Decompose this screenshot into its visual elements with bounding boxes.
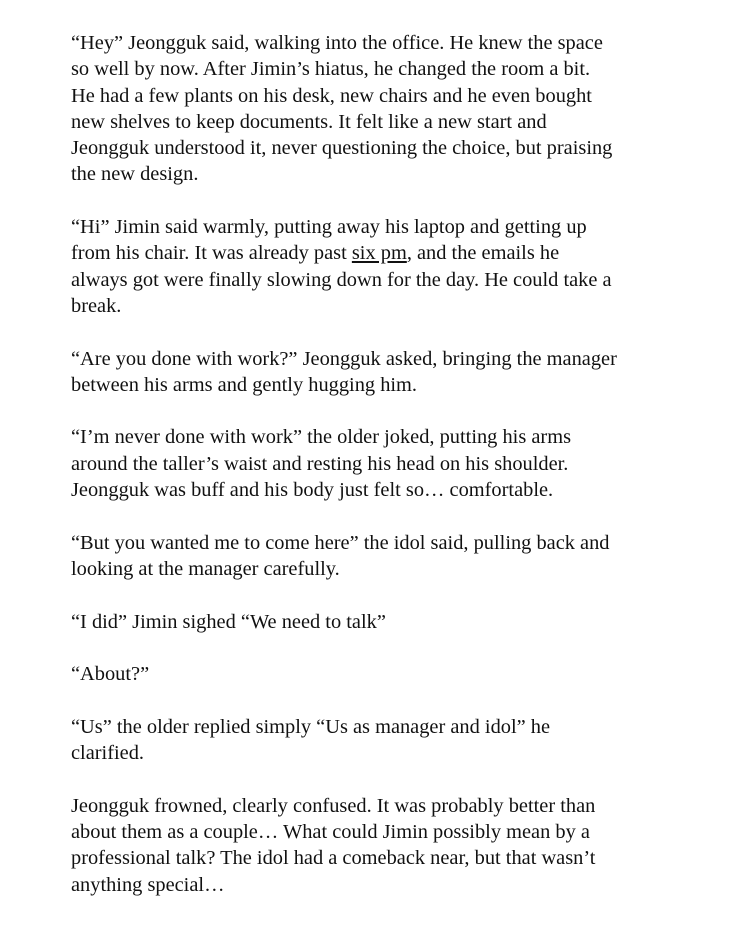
text-line: Jeongguk understood it, never questioning the choice, but praising	[71, 137, 613, 160]
text-line: He had a few plants on his desk, new chairs and he even bought	[71, 84, 592, 107]
text-line: professional talk? The idol had a comeback near, but that wasn’t	[71, 847, 596, 870]
paragraph-1	[71, 30, 711, 188]
text-line: “Are you done with work?” Jeongguk asked, bringing the manager	[71, 347, 617, 370]
paragraph-5	[71, 530, 711, 583]
text-line	[71, 240, 711, 266]
text-line: “Hey” Jeongguk said, walking into the office. He knew the space	[71, 32, 603, 54]
text-line: around the taller’s waist and resting his head on his shoulder.	[71, 452, 569, 475]
paragraph-9	[71, 793, 711, 898]
paragraph-6	[71, 609, 711, 635]
paragraph-8	[71, 714, 711, 767]
text-line: “Us” the older replied simply “Us as manager and idol” he	[71, 715, 551, 738]
paragraph-3	[71, 346, 711, 399]
text-line: about them as a couple… What could Jimin possibly mean by a	[71, 820, 590, 843]
text-line: “Hi” Jimin said warmly, putting away his laptop and getting up	[71, 216, 587, 239]
underlined-time: six pm	[351, 242, 407, 265]
story-page	[71, 30, 711, 924]
text-line: always got were finally slowing down for the day. He could take a	[71, 268, 612, 291]
text-line: “I’m never done with work” the older joked, putting his arms	[71, 426, 572, 449]
text-line: so well by now. After Jimin’s hiatus, he changed the room a bit.	[71, 58, 591, 81]
text-line: looking at the manager carefully.	[71, 557, 340, 580]
text-line: between his arms and gently hugging him.	[71, 373, 418, 396]
text-line: clarified.	[71, 742, 145, 765]
text-line: break.	[71, 294, 122, 317]
text-segment: , and the emails he	[406, 242, 560, 265]
text-segment: from his chair. It was already past	[71, 242, 352, 265]
text-line: Jeongguk was buff and his body just felt so… comfortable.	[71, 479, 554, 502]
text-line: new shelves to keep documents. It felt like a new start and	[71, 110, 547, 133]
paragraph-2	[71, 214, 711, 319]
text-line: “But you wanted me to come here” the idol said, pulling back and	[71, 531, 610, 554]
text-line: the new design.	[71, 163, 199, 186]
text-line: Jeongguk frowned, clearly confused. It was probably better than	[71, 794, 596, 817]
text-line: “I did” Jimin sighed “We need to talk”	[71, 610, 386, 633]
text-line: “About?”	[71, 663, 150, 686]
text-line: anything special…	[71, 873, 225, 896]
paragraph-4	[71, 424, 711, 503]
paragraph-7	[71, 661, 711, 687]
